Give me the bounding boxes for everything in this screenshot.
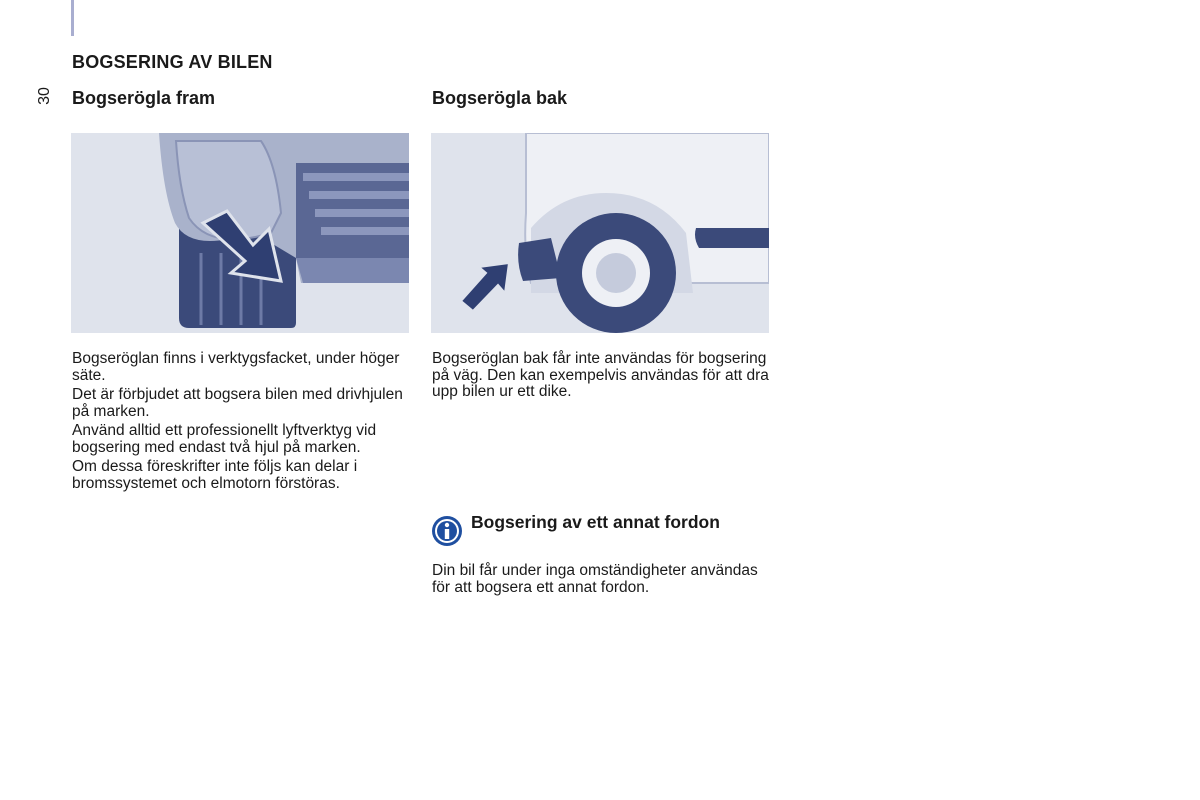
rear-tow-eye-title: Bogserögla bak [432, 88, 568, 108]
info-text [432, 563, 772, 599]
paragraph: Använd alltid ett professionellt lyftverktyg vid bogsering med endast två hjul på marken. [72, 422, 377, 456]
paragraph: Din bil får under inga omständigheter användas för att bogsera ett annat fordon. [432, 562, 758, 596]
front-tow-eye-title: Bogserögla fram [72, 88, 216, 108]
info-icon [431, 515, 463, 547]
paragraph: Det är förbjudet att bogsera bilen med drivhjulen på marken. [72, 386, 403, 420]
section-title: BOGSERING AV BILEN [72, 52, 273, 72]
rear-tow-eye-illustration [431, 133, 769, 333]
front-tow-eye-text [72, 351, 407, 495]
paragraph: Bogseröglan finns i verktygsfacket, under höger säte. [72, 350, 400, 384]
margin-bar [71, 0, 74, 36]
page-number: 30 [36, 87, 53, 105]
paragraph: Bogseröglan bak får inte användas för bogsering på väg. Den kan exempelvis användas för att dra upp bilen ur ett dike. [432, 350, 769, 400]
paragraph: Om dessa föreskrifter inte följs kan delar i bromssystemet och elmotorn förstöras. [72, 458, 358, 492]
info-title: Bogsering av ett annat fordon [471, 512, 720, 532]
front-tow-eye-illustration [71, 133, 409, 333]
rear-tow-eye-text [432, 351, 772, 404]
